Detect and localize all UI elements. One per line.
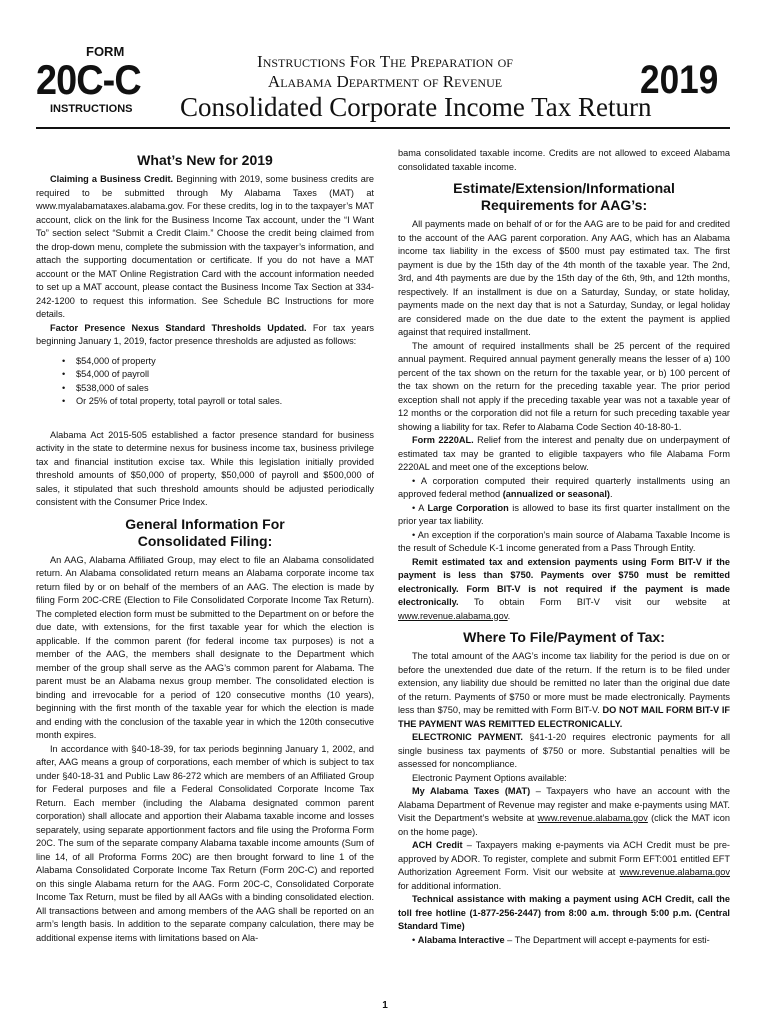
website-link[interactable]: www.revenue.alabama.gov — [537, 813, 648, 823]
title-line-1: Instructions For The Preparation of — [257, 52, 513, 71]
paragraph-exception-large-corp — [398, 502, 730, 529]
paragraph-interactive — [398, 934, 730, 948]
paragraph-text: – The Department will accept e-payments for esti- — [504, 934, 710, 945]
bold-text: (annualized or seasonal) — [502, 489, 610, 499]
paragraph-pre: • — [412, 934, 418, 945]
paragraph-form-2220al — [398, 434, 730, 475]
paragraph-liability — [398, 650, 730, 731]
heading-general-info: General Information For Consolidated Filing: — [125, 515, 285, 549]
paragraph-aag: An AAG, Alabama Affiliated Group, may elect to file an Alabama consolidated return. An Alabama consolidated return means an Alabama corporate income tax return filed by or on behalf of the members of an AAG. The election is made by filing Form 20C-CRE (Election to File Consolidated Corporate Income Tax Return). The completed election form must be submitted to the Department on or before the due date, with extensions, for the first taxable year for which the election is applicable. If the common parent (for federal income tax purposes) is not a member of the AAG, the members shall designate to the Department which member of the group shall serve as the AAG’s common parent for Alabama. The parent must be an Alabama nexus group member. The consolidated election is binding and irrevocable for a period of 120 consecutive months (10 years), beginning with the first month of the taxable year for which the election is made and ending with the conclusion of the taxable year in which the 120th consecutive month expires. — [36, 554, 374, 740]
paragraph-end: . — [507, 610, 511, 621]
paragraph-text: The total amount of the AAG’s income tax liability for the period is due on or before the unextended due date of the return. If the return is to be filed under extension, any liability due should be remitted no later than the original due date of the return. Payments of $750 or more must be made electronically. Payments less than $750, may be remitted with Form BIT-V. — [398, 651, 730, 715]
tax-year: 2019 — [640, 58, 719, 102]
paragraph-end: . — [609, 489, 613, 499]
threshold-list — [36, 355, 374, 409]
header-rule — [36, 127, 730, 129]
paragraph-business-credit — [36, 173, 374, 322]
bold-lead: Claiming a Business Credit. — [50, 174, 174, 184]
left-column — [36, 146, 374, 945]
paragraph-accordance: In accordance with §40-18-39, for tax periods beginning January 1, 2002, and after, AAG means a group of corporations, each member of which is subject to tax under §40-18-31 and Public Law 86-272 which are members of an Affiliated Group for Federal purposes and file a Federal Consolidated Corporate Income Tax Return. Each member (including the Alabama designated common parent corporation) shall allocate and apportion their Alabama taxable income and losses separately, using separate apportionment factors and file using the Proforma Form 20C. The sum of the separate company Alabama taxable income amounts (Sum of line 14, of all Proforma Forms 20C) are then brought forward to line 1 of the Alabama Consolidated Corporate Income Tax Return (Form 20C-C) and reported on this single Alabama return for the AAG. Form 20C-C, Consolidated Corporate Income Tax Return, must be filed by all AAGs with a binding consolidated election. All transactions between and among members of the AAG shall be reported on an arm’s length basis. In addition to the separate company calculation, there may be additional expense items with limitations based on Ala- — [36, 743, 374, 943]
paragraph-payments: All payments made on behalf of or for the AAG are to be paid for and credited to the account of the AAG parent corporation. Any AAG, which has an Alabama income tax liability in the excess of $500 must pay estimated tax. The first payment is due by the 15th day of the 4th month of the taxable year. The 2nd, 3rd, and 4th payments are due by the 15th day of the 6th, 9th, and 12th months, respectively. If an installment is due on a Saturday, Sunday, or state holiday, payments made on the next day that is not a Saturday, Sunday, or legal holiday are considered made on the due date to the extent the payment is applied against that required installment. — [398, 219, 730, 337]
paragraph-text: is allowed to base its first quarter installment on the prior year tax liability. — [398, 502, 731, 526]
bold-text: Technical assistance with making a payment using ACH Credit, call the toll free hotline (1-877-256-2447) from 8:00 a.m. through 5:00 p.m. (Central Standard Time) — [398, 894, 730, 931]
form-label: FORM — [86, 44, 125, 59]
paragraph-text: To obtain Form BIT-V visit our website at — [458, 597, 730, 607]
bold-lead: Factor Presence Nexus Standard Thresholds Updated. — [50, 322, 307, 333]
website-link[interactable]: www.revenue.alabama.gov — [619, 867, 730, 877]
paragraph-end: for additional information. — [398, 880, 502, 891]
paragraph-text: Beginning with 2019, some business credits are required to be submitted through My Alabama Taxes (MAT) at www.myalabamataxes.alabama.gov. For these credits, log in to the taxpayer’s MAT account, click on the link for the Business Income Tax account, under the “I Want To” section select “Submit a Credit Claim.” Choose the credit being claimed from the drop-down menu, complete the submission with the taxpayer’s information, and attach the supporting documentation or certificate. If you do not have a MAT account or the MAT Online Registration Card with the account information needed to set up a MAT account, please contact the Business Income Tax Section at 334-242-1200 to request this information. See Schedule BC Instructions for more details. — [36, 174, 374, 319]
bold-lead: ACH Credit — [412, 840, 463, 850]
bold-lead: ELECTRONIC PAYMENT. — [412, 732, 523, 742]
paragraph-continued: bama consolidated taxable income. Credits are not allowed to exceed Alabama consolidated taxable income. — [398, 148, 730, 172]
list-item: • $538,000 of sales — [76, 382, 374, 396]
instructions-label: INSTRUCTIONS — [50, 103, 133, 115]
heading-whats-new: What’s New for 2019 — [137, 152, 273, 168]
title-line-2: Alabama Department of Revenue — [267, 72, 503, 91]
right-column — [398, 147, 730, 947]
paragraph-text: • A corporation computed their required quarterly installments using an approved federal method — [398, 475, 730, 499]
paragraph-ach — [398, 839, 730, 893]
paragraph-options: Electronic Payment Options available: — [412, 772, 567, 783]
list-item: • $54,000 of property — [76, 355, 374, 369]
paragraph-text: §41-1-20 requires electronic payments for all single business tax payments of $750 or more. Substantial penalties will be assessed for noncompliance. — [398, 732, 730, 769]
paragraph-text: – Taxpayers making e-payments via ACH Credit must be pre-approved by ADOR. To register, complete and submit Form EFT:001 entitled EFT Authorization Agreement Form. Visit our website at — [398, 840, 730, 877]
paragraph-electronic — [398, 731, 730, 772]
list-item: • Or 25% of total property, total payroll or total sales. — [76, 395, 374, 409]
bold-text: Remit estimated tax and extension payments using Form BIT-V if the payment is less than $750. Payments over $750 must be remitted electronically. Form BIT-V is not required if the payment is made electronically. — [398, 556, 730, 607]
bold-text: DO NOT MAIL FORM BIT-V IF THE PAYMENT WAS REMITTED ELECTRONICALLY. — [398, 705, 730, 729]
paragraph-text: Relief from the interest and penalty due on underpayment of estimated tax may be granted to eligible taxpayers who file Alabama Form 2220AL and meet one of the exceptions below. — [398, 435, 730, 472]
paragraph-pre: • A — [412, 502, 428, 513]
paragraph-exception-annualized — [398, 475, 730, 502]
paragraph-remit — [398, 556, 730, 624]
bold-text: Large Corporation — [427, 502, 509, 513]
paragraph-mat — [398, 785, 730, 839]
paragraph-technical — [398, 893, 730, 934]
document-title: Consolidated Corporate Income Tax Return — [180, 92, 652, 122]
bold-text: Alabama Interactive — [417, 934, 505, 945]
bold-lead: My Alabama Taxes (MAT) — [412, 786, 531, 796]
website-link[interactable]: www.revenue.alabama.gov — [398, 610, 508, 621]
heading-estimate: Estimate/Extension/Informational Requirements for AAG’s: — [453, 180, 675, 213]
bold-lead: Form 2220AL. — [412, 435, 474, 445]
page-number: 1 — [382, 1000, 388, 1011]
paragraph-exception-k1: • An exception if the corporation’s main source of Alabama Taxable Income is the result of Schedule K-1 income generated from a Pass Through Entity. — [398, 529, 730, 553]
paragraph-end: (click the MAT icon on the home page). — [398, 813, 730, 837]
paragraph-text: For tax years beginning January 1, 2019, factor presence thresholds are adjusted as follows: — [36, 322, 375, 346]
heading-where-to-file: Where To File/Payment of Tax: — [463, 629, 665, 645]
paragraph-factor-presence — [36, 322, 374, 349]
paragraph-installments: The amount of required installments shall be 25 percent of the required annual payment. Required annual payment generally means the lesser of a) 100 percent of the tax shown on the return for the taxable year, or b) 100 percent of the tax shown on the return for the preceding taxable year. The prior period exception shall not apply if the preceding taxable year was not a taxable year of 12 months or the corporation did not file a return for such preceding taxable year showing a liability for tax. Refer to Alabama Code Section 40-18-80-1. — [398, 340, 730, 432]
paragraph-text: – Taxpayers who have an account with the Alabama Department of Revenue may register and make e-payments using MAT. Visit the Department’s website at — [398, 786, 730, 823]
list-item: • $54,000 of payroll — [76, 368, 374, 382]
form-number: 20C-C — [36, 56, 141, 103]
paragraph-act: Alabama Act 2015-505 established a factor presence standard for business activity in the state to determine nexus for business income tax, business privilege tax and financial institution excise tax. While this legislation initially provided threshold amounts of $50,000 of property, $50,000 of payroll and $500,000 of sales, it stipulated that such threshold amounts should be adjusted periodically consistent with the Consumer Price Index. — [36, 429, 374, 507]
